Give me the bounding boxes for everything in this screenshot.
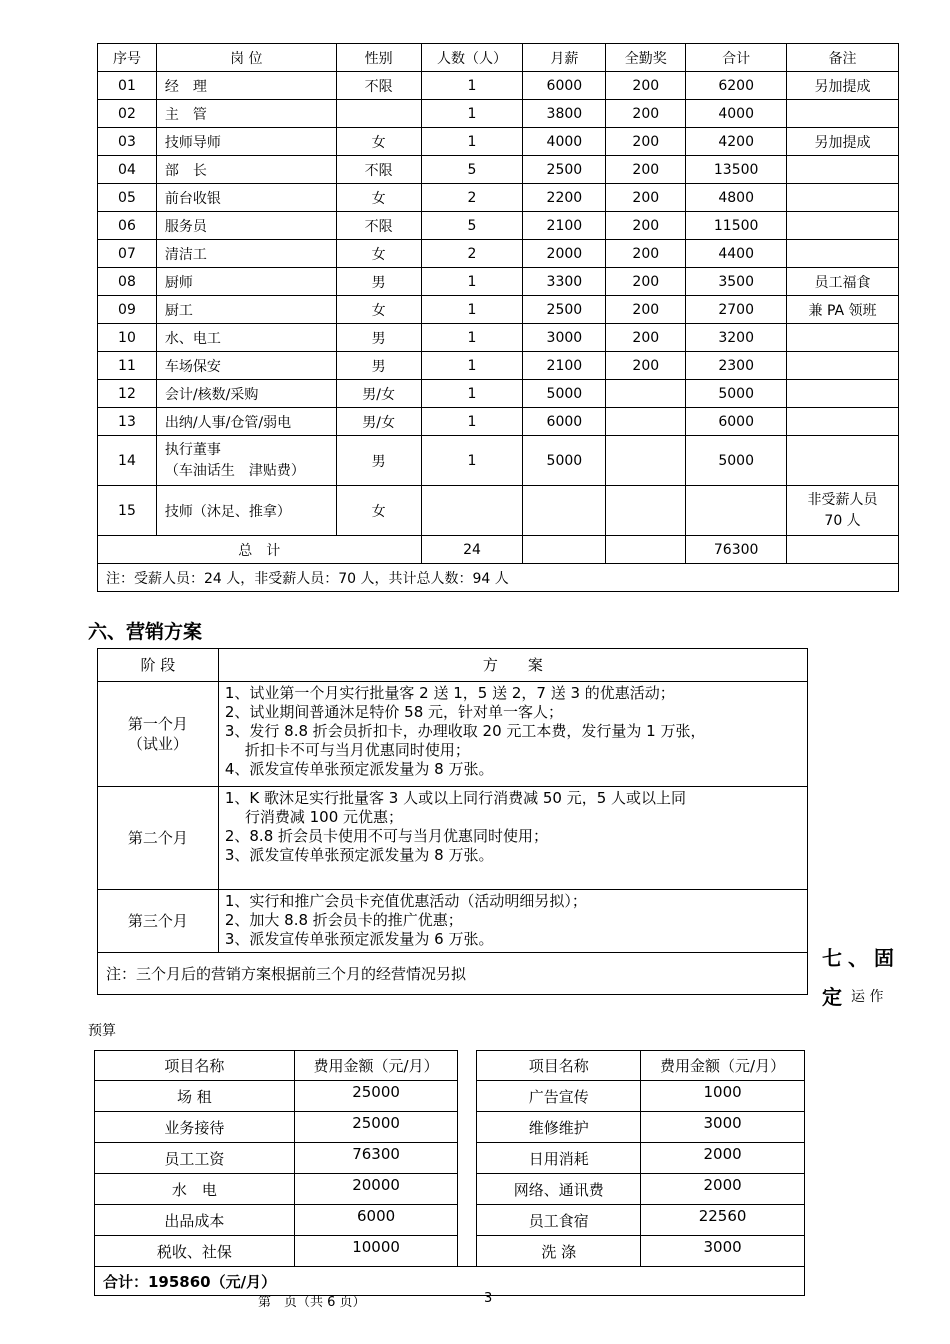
budget-total: 合计：195860（元/月）: [95, 1267, 805, 1296]
budget-total-row: [95, 1267, 805, 1296]
budget-row: [95, 1174, 805, 1205]
table-row: [98, 212, 899, 240]
section7-heading-part1: 七、固: [822, 946, 900, 970]
row-count: 1: [421, 436, 523, 486]
section7-heading-part2: 定: [822, 985, 842, 1009]
marketing-note-row: [98, 953, 808, 995]
phase-plan: 1、K 歌沐足实行批量客 3 人或以上同行消费减 50 元，5 人或以上同 行消费减 100 元优惠； 2、8.8 折会员卡使用不可与当月优惠同时使用； 3、派发宣传单张预定派发量为 8 万张。: [218, 787, 807, 890]
header-cost-left: 费用金额（元/月）: [294, 1051, 458, 1081]
row-no: 15: [98, 486, 157, 536]
marketing-heading: 六、营销方案: [88, 621, 203, 643]
budget-label: 预算: [88, 1023, 116, 1039]
row-gender: 女: [336, 184, 421, 212]
row-gender: 女: [336, 128, 421, 156]
page-number: 3: [484, 1291, 493, 1306]
row-gender: 男: [336, 324, 421, 352]
row-total: 4800: [686, 184, 787, 212]
total-sum: 76300: [686, 536, 787, 564]
header-salary: 月薪: [523, 44, 606, 72]
header-gender: 性别: [336, 44, 421, 72]
row-position: 出纳/人事/仓管/弱电: [156, 408, 336, 436]
table-row: [98, 352, 899, 380]
row-bonus: 200: [606, 268, 686, 296]
budget-cost: 3000: [641, 1112, 805, 1143]
row-bonus: 200: [606, 100, 686, 128]
budget-item: 广告宣传: [477, 1081, 641, 1112]
budget-cost: 10000: [294, 1236, 458, 1267]
row-position: 车场保安: [156, 352, 336, 380]
row-position: 部 长: [156, 156, 336, 184]
table-row: [98, 436, 899, 486]
row-gender: 男: [336, 268, 421, 296]
header-plan: 方 案: [218, 649, 807, 682]
phase-label: 第一个月 （试业）: [98, 682, 219, 787]
header-cost-right: 费用金额（元/月）: [641, 1051, 805, 1081]
row-note: [787, 380, 899, 408]
row-total: 4000: [686, 100, 787, 128]
budget-row: [95, 1081, 805, 1112]
row-gender: 不限: [336, 156, 421, 184]
budget-header-row: [95, 1051, 805, 1081]
header-position: 岗 位: [156, 44, 336, 72]
row-gender: 女: [336, 296, 421, 324]
row-no: 10: [98, 324, 157, 352]
staff-footnote: 注：受薪人员：24 人，非受薪人员：70 人，共计总人数：94 人: [98, 564, 899, 592]
budget-cost: 6000: [294, 1205, 458, 1236]
row-position: 服务员: [156, 212, 336, 240]
row-note: [787, 408, 899, 436]
budget-item: 网络、通讯费: [477, 1174, 641, 1205]
table-row: [98, 408, 899, 436]
row-no: 14: [98, 436, 157, 486]
row-total: 6200: [686, 72, 787, 100]
row-bonus: 200: [606, 72, 686, 100]
row-gender: 男/女: [336, 380, 421, 408]
row-salary: 6000: [523, 72, 606, 100]
row-salary: 2100: [523, 352, 606, 380]
row-salary: 6000: [523, 408, 606, 436]
budget-body: [95, 1081, 805, 1267]
budget-item: 员工食宿: [477, 1205, 641, 1236]
row-bonus: 200: [606, 352, 686, 380]
row-note: 另加提成: [787, 72, 899, 100]
row-salary: 3800: [523, 100, 606, 128]
row-salary: [523, 486, 606, 536]
row-total: 13500: [686, 156, 787, 184]
row-note: [787, 324, 899, 352]
page-label: 第 页（共 6 页）: [258, 1295, 366, 1310]
row-position: 厨师: [156, 268, 336, 296]
row-total: 2300: [686, 352, 787, 380]
header-item-right: 项目名称: [477, 1051, 641, 1081]
staff-body: [98, 72, 899, 436]
budget-table: [94, 1050, 805, 1296]
row-no: 06: [98, 212, 157, 240]
table-row: [98, 296, 899, 324]
row-no: 13: [98, 408, 157, 436]
row-total: 5000: [686, 380, 787, 408]
row-position: 厨工: [156, 296, 336, 324]
header-phase: 阶 段: [98, 649, 219, 682]
table-row: [98, 240, 899, 268]
row-salary: 2000: [523, 240, 606, 268]
row-bonus: 200: [606, 128, 686, 156]
row-count: 5: [421, 212, 523, 240]
budget-item: 业务接待: [95, 1112, 295, 1143]
row-bonus: [606, 486, 686, 536]
row-position: 技师导师: [156, 128, 336, 156]
row-position: 经 理: [156, 72, 336, 100]
row-note: [787, 184, 899, 212]
phase-plan: 1、试业第一个月实行批量客 2 送 1，5 送 2，7 送 3 的优惠活动； 2、试业期间普通沐足特价 58 元，针对单一客人； 3、发行 8.8 折会员折扣卡，办理收取 20 元工本费，发行量为 1 万张， 折扣卡不可与当月优惠同时使用； 4、派发宣传单张预定派发量为 8 万张。: [218, 682, 807, 787]
row-count: 1: [421, 408, 523, 436]
budget-item: 员工工资: [95, 1143, 295, 1174]
phase-label: 第三个月: [98, 890, 219, 953]
row-position: 会计/核数/采购: [156, 380, 336, 408]
marketing-table: [97, 648, 808, 995]
row-gender: 不限: [336, 72, 421, 100]
row-count: 1: [421, 296, 523, 324]
row-bonus: 200: [606, 156, 686, 184]
row-salary: 4000: [523, 128, 606, 156]
table-row: [98, 268, 899, 296]
marketing-note: 注：三个月后的营销方案根据前三个月的经营情况另拟: [98, 953, 808, 995]
row-bonus: [606, 408, 686, 436]
section7-heading-part3: 运 作: [851, 989, 884, 1005]
budget-cost: 25000: [294, 1081, 458, 1112]
header-total: 合计: [686, 44, 787, 72]
row-count: 1: [421, 352, 523, 380]
row-total: 4400: [686, 240, 787, 268]
staff-table: [97, 43, 899, 592]
row-position: 清洁工: [156, 240, 336, 268]
row-salary: 3300: [523, 268, 606, 296]
row-total: 4200: [686, 128, 787, 156]
phase-row-3: [98, 890, 808, 953]
row-note: 非受薪人员 70 人: [787, 486, 899, 536]
row-position: 主 管: [156, 100, 336, 128]
row-position: 水、电工: [156, 324, 336, 352]
row-note: [787, 156, 899, 184]
row-total: 2700: [686, 296, 787, 324]
row-gender: 男: [336, 352, 421, 380]
budget-item: 洗 涤: [477, 1236, 641, 1267]
row-count: 1: [421, 128, 523, 156]
total-row: [98, 536, 899, 564]
budget-row: [95, 1112, 805, 1143]
row-no: 01: [98, 72, 157, 100]
row-count: 1: [421, 100, 523, 128]
row-no: 04: [98, 156, 157, 184]
total-count: 24: [421, 536, 523, 564]
row-salary: 2500: [523, 156, 606, 184]
phase-plan: 1、实行和推广会员卡充值优惠活动（活动明细另拟）； 2、加大 8.8 折会员卡的推广优惠； 3、派发宣传单张预定派发量为 6 万张。: [218, 890, 807, 953]
phase-label: 第二个月: [98, 787, 219, 890]
row-salary: 5000: [523, 436, 606, 486]
budget-cost: 2000: [641, 1174, 805, 1205]
row-position: 前台收银: [156, 184, 336, 212]
budget-item: 出品成本: [95, 1205, 295, 1236]
table-row: [98, 184, 899, 212]
row-no: 08: [98, 268, 157, 296]
marketing-header-row: [98, 649, 808, 682]
table-row: [98, 156, 899, 184]
budget-item: 维修维护: [477, 1112, 641, 1143]
row-salary: 3000: [523, 324, 606, 352]
phase-row-2: [98, 787, 808, 890]
budget-row: [95, 1143, 805, 1174]
row-note: [787, 352, 899, 380]
row-count: 1: [421, 324, 523, 352]
row-no: 05: [98, 184, 157, 212]
row-position: 执行董事 （车油话生 津贴费）: [156, 436, 336, 486]
total-label: 总 计: [98, 536, 422, 564]
budget-item: 日用消耗: [477, 1143, 641, 1174]
row-position: 技师（沐足、推拿）: [156, 486, 336, 536]
row-total: 6000: [686, 408, 787, 436]
row-note: [787, 436, 899, 486]
row-no: 12: [98, 380, 157, 408]
budget-item: 水 电: [95, 1174, 295, 1205]
row-count: 2: [421, 240, 523, 268]
row-total: 3500: [686, 268, 787, 296]
row-bonus: 200: [606, 240, 686, 268]
row-total: 11500: [686, 212, 787, 240]
budget-cost: 22560: [641, 1205, 805, 1236]
table-row: [98, 486, 899, 536]
table-row: [98, 72, 899, 100]
row-total: 3200: [686, 324, 787, 352]
phase-row-1: [98, 682, 808, 787]
row-gender: 男: [336, 436, 421, 486]
budget-cost: 3000: [641, 1236, 805, 1267]
row-count: 5: [421, 156, 523, 184]
header-count: 人数（人）: [421, 44, 523, 72]
row-count: 1: [421, 380, 523, 408]
row-salary: 2100: [523, 212, 606, 240]
budget-row: [95, 1236, 805, 1267]
header-bonus: 全勤奖: [606, 44, 686, 72]
budget-cost: 1000: [641, 1081, 805, 1112]
row-salary: 2200: [523, 184, 606, 212]
budget-cost: 25000: [294, 1112, 458, 1143]
row-salary: 2500: [523, 296, 606, 324]
row-note: [787, 100, 899, 128]
row-gender: [336, 100, 421, 128]
row-count: 1: [421, 268, 523, 296]
row-bonus: 200: [606, 212, 686, 240]
table-row: [98, 380, 899, 408]
row-salary: 5000: [523, 380, 606, 408]
row-total: 5000: [686, 436, 787, 486]
row-no: 11: [98, 352, 157, 380]
budget-cost: 20000: [294, 1174, 458, 1205]
row-count: 1: [421, 72, 523, 100]
budget-cost: 76300: [294, 1143, 458, 1174]
row-gender: 男/女: [336, 408, 421, 436]
budget-item: 税收、社保: [95, 1236, 295, 1267]
row-note: 另加提成: [787, 128, 899, 156]
row-bonus: 200: [606, 296, 686, 324]
row-count: [421, 486, 523, 536]
row-bonus: [606, 436, 686, 486]
header-item-left: 项目名称: [95, 1051, 295, 1081]
row-no: 09: [98, 296, 157, 324]
row-note: 员工福食: [787, 268, 899, 296]
row-bonus: 200: [606, 324, 686, 352]
staff-header-row: [98, 44, 899, 72]
row-note: 兼 PA 领班: [787, 296, 899, 324]
budget-row: [95, 1205, 805, 1236]
budget-item: 场 租: [95, 1081, 295, 1112]
budget-cost: 2000: [641, 1143, 805, 1174]
row-bonus: 200: [606, 184, 686, 212]
header-no: 序号: [98, 44, 157, 72]
row-count: 2: [421, 184, 523, 212]
row-gender: 不限: [336, 212, 421, 240]
footnote-row: [98, 564, 899, 592]
header-note: 备注: [787, 44, 899, 72]
row-note: [787, 240, 899, 268]
table-row: [98, 100, 899, 128]
table-row: [98, 324, 899, 352]
row-total: [686, 486, 787, 536]
row-no: 07: [98, 240, 157, 268]
table-row: [98, 128, 899, 156]
row-no: 03: [98, 128, 157, 156]
row-bonus: [606, 380, 686, 408]
row-gender: 女: [336, 240, 421, 268]
row-note: [787, 212, 899, 240]
row-gender: 女: [336, 486, 421, 536]
row-no: 02: [98, 100, 157, 128]
